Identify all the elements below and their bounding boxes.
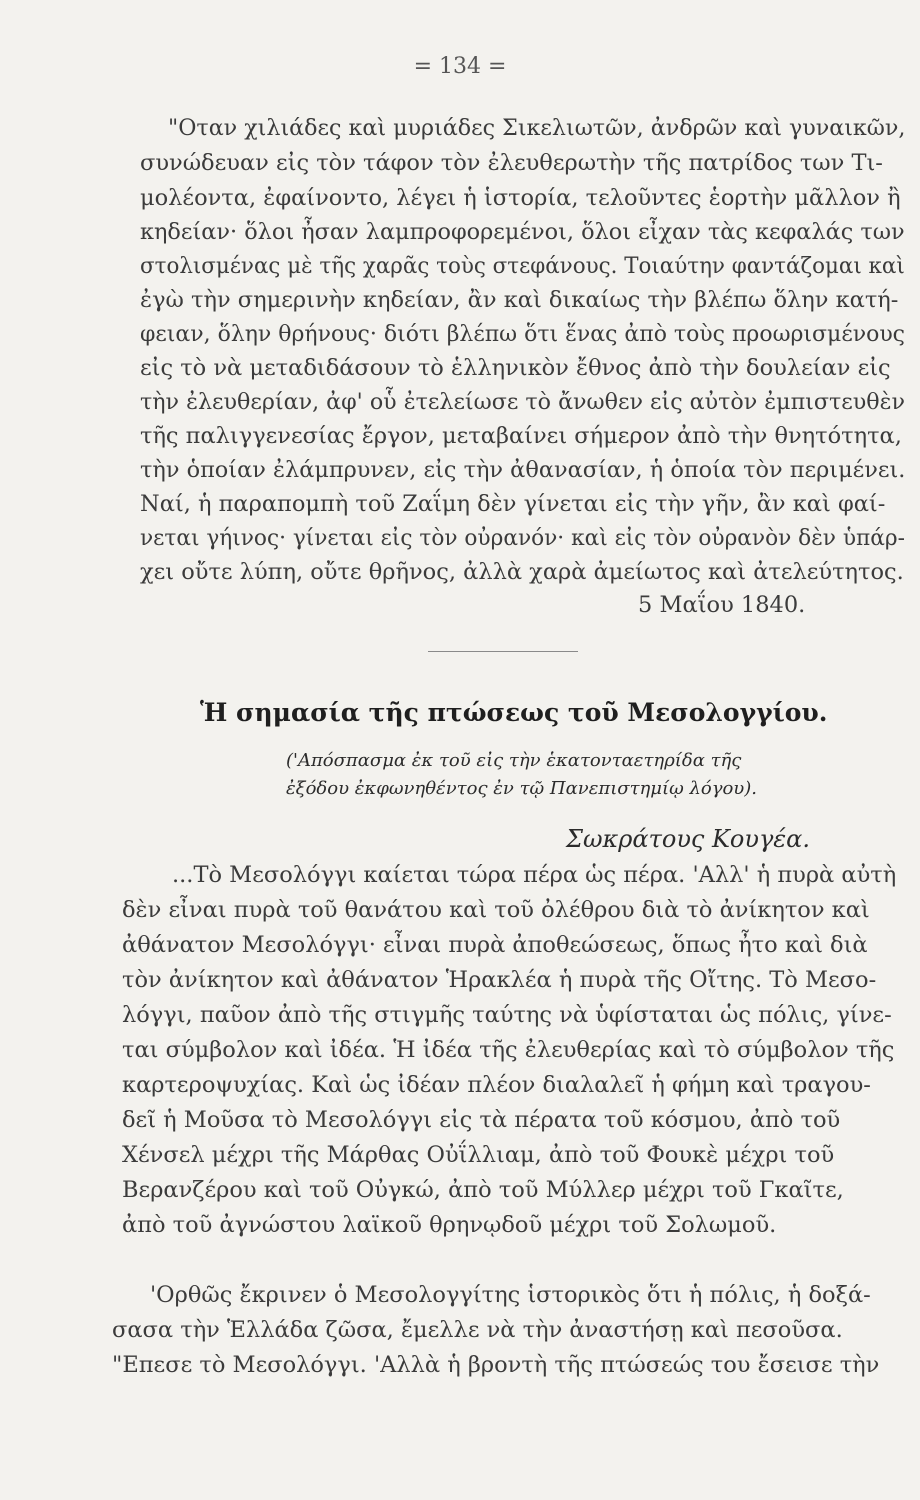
text-line: φειαν, ὅλην θρήνους· διότι βλέπω ὅτι ἕνας ἀπὸ τοὺς προωρισμένους [140, 321, 906, 347]
text-line: εἰς τὸ νὰ μεταδιδάσουν τὸ ἑλληνικὸν ἔθνος ἀπὸ τὴν δουλείαν εἰς [140, 355, 891, 381]
text-line: ται σύμβολον καὶ ἰδέα. Ἡ ἰδέα τῆς ἐλευθερίας καὶ τὸ σύμβολον τῆς [122, 1037, 895, 1063]
text-line: μολέοντα, ἐφαίνοντο, λέγει ἡ ἱστορία, τελοῦντες ἑορτὴν μᾶλλον ἢ [140, 185, 901, 211]
text-line: ...Τὸ Μεσολόγγι καίεται τώρα πέρα ὡς πέρα. 'Αλλ' ἡ πυρὰ αὐτὴ [172, 862, 897, 888]
text-line: δεῖ ἡ Μοῦσα τὸ Μεσολόγγι εἰς τὰ πέρατα τοῦ κόσμου, ἀπὸ τοῦ [122, 1107, 841, 1133]
text-line: Ναί, ἡ παραπομπὴ τοῦ Ζαΐμη δὲν γίνεται εἰς τὴν γῆν, ἂν καὶ φαί- [140, 491, 886, 517]
text-line: λόγγι, παῦον ἀπὸ τῆς στιγμῆς ταύτης νὰ ὑφίσταται ὡς πόλις, γίνε- [122, 1002, 892, 1028]
text-line: συνώδευαν εἰς τὸν τάφον τὸν ἐλευθερωτὴν τῆς πατρίδος των Τι- [140, 150, 883, 176]
text-line: τὴν ὁποίαν ἐλάμπρυνεν, εἰς τὴν ἀθανασίαν, ἡ ὁποία τὸν περιμένει. [140, 457, 906, 483]
text-line: ἀθάνατον Μεσολόγγι· εἶναι πυρὰ ἀποθεώσεως, ὅπως ἦτο καὶ διὰ [122, 932, 868, 958]
text-line: καρτεροψυχίας. Καὶ ὡς ἰδέαν πλέον διαλαλεῖ ἡ φήμη καὶ τραγου- [122, 1072, 871, 1098]
text-line: 'Ορθῶς ἔκρινεν ὁ Μεσολογγίτης ἱστορικὸς ὅτι ἡ πόλις, ἡ δοξά- [150, 1282, 871, 1308]
text-line: δὲν εἶναι πυρὰ τοῦ θανάτου καὶ τοῦ ὀλέθρου διὰ τὸ ἀνίκητον καὶ [122, 897, 870, 923]
text-line: Βερανζέρου καὶ τοῦ Οὐγκώ, ἀπὸ τοῦ Μύλλερ μέχρι τοῦ Γκαῖτε, [122, 1177, 844, 1203]
text-line: τῆς παλιγγενεσίας ἔργον, μεταβαίνει σήμερον ἀπὸ τὴν θνητότητα, [140, 423, 902, 449]
subheading-line: ἐξόδου ἐκφωνηθέντος ἐν τῷ Πανεπιστημίῳ λόγου). [286, 778, 757, 799]
text-line: χει οὔτε λύπη, οὔτε θρῆνος, ἀλλὰ χαρὰ ἀμείωτος καὶ ἀτελεύτητος. [140, 559, 904, 585]
text-line: τὴν ἐλευθερίαν, ἀφ' οὗ ἐτελείωσε τὸ ἄνωθεν εἰς αὐτὸν ἐμπιστευθὲν [140, 389, 906, 415]
text-line: σασα τὴν Ἑλλάδα ζῶσα, ἔμελλε νὰ τὴν ἀναστήσῃ καὶ πεσοῦσα. [112, 1317, 843, 1343]
text-line: τὸν ἀνίκητον καὶ ἀθάνατον Ἡρακλέα ἡ πυρὰ τῆς Οἴτης. Τὸ Μεσο- [122, 967, 877, 993]
page-number: = 134 = [413, 54, 507, 79]
section-divider [428, 651, 578, 652]
text-line: "Επεσε τὸ Μεσολόγγι. 'Αλλὰ ἡ βροντὴ τῆς πτώσεώς του ἔσεισε τὴν [112, 1352, 880, 1378]
text-line: ἀπὸ τοῦ ἀγνώστου λαϊκοῦ θρηνῳδοῦ μέχρι τοῦ Σολωμοῦ. [122, 1212, 777, 1238]
text-line: νεται γήινος· γίνεται εἰς τὸν οὐρανόν· καὶ εἰς τὸν οὐρανὸν δὲν ὑπάρ- [140, 525, 905, 551]
text-line: Χένσελ μέχρι τῆς Μάρθας Οὐΐλλιαμ, ἀπὸ τοῦ Φουκὲ μέχρι τοῦ [122, 1142, 835, 1168]
text-line: κηδείαν· ὅλοι ἦσαν λαμπροφορεμένοι, ὅλοι εἶχαν τὰς κεφαλάς των [140, 219, 905, 245]
text-line: ἐγὼ τὴν σημερινὴν κηδείαν, ἂν καὶ δικαίως τὴν βλέπω ὅλην κατή- [140, 287, 899, 313]
section-heading: Ἡ σημασία τῆς πτώσεως τοῦ Μεσολογγίου. [200, 698, 828, 727]
text-line: στολισμένας μὲ τῆς χαρᾶς τοὺς στεφάνους. Τοιαύτην φαντάζομαι καὶ [140, 253, 905, 279]
author-name: Σωκράτους Κουγέα. [566, 825, 811, 853]
text-line: "Οταν χιλιάδες καὶ μυριάδες Σικελιωτῶν, ἀνδρῶν καὶ γυναικῶν, [168, 115, 906, 141]
date-line: 5 Μαΐου 1840. [638, 592, 806, 618]
subheading-line: ('Απόσπασμα ἐκ τοῦ εἰς τὴν ἑκατονταετηρίδα τῆς [286, 750, 742, 771]
